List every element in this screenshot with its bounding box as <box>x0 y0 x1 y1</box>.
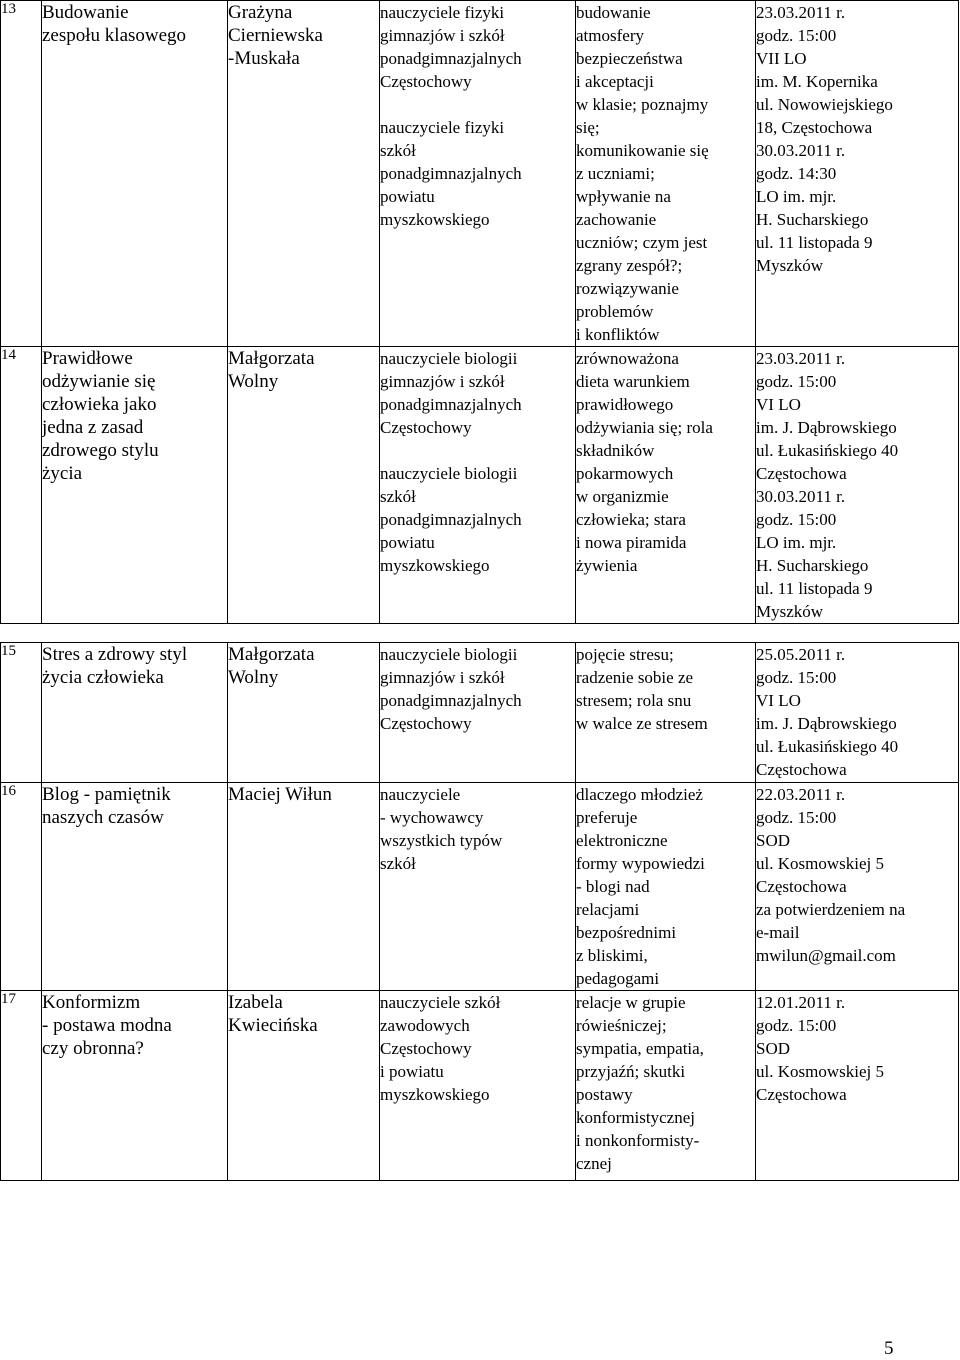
author-line: Izabela <box>228 992 283 1013</box>
topic-line: życia człowieka <box>42 667 164 688</box>
author-cell <box>228 347 380 624</box>
schedule-line: godz. 15:00 <box>756 668 837 687</box>
schedule-table-top <box>0 0 959 624</box>
schedule-line: H. Sucharskiego <box>756 556 869 575</box>
topic-line: naszych czasów <box>42 807 164 828</box>
audience-group <box>380 1 575 93</box>
audience-cell <box>380 783 576 991</box>
content-line: zachowanie <box>576 210 657 229</box>
author-line: -Muskała <box>228 48 300 69</box>
audience-line: ponadgimnazjalnych <box>380 510 522 529</box>
content-line: formy wypowiedzi <box>576 854 705 873</box>
topic-line: Blog - pamiętnik <box>42 784 171 805</box>
schedule-line: H. Sucharskiego <box>756 210 869 229</box>
schedule-table-bottom <box>0 642 959 1181</box>
audience-line: wszystkich typów <box>380 831 503 850</box>
content-line: wpływanie na <box>576 187 671 206</box>
audience-line: Częstochowy <box>380 418 472 437</box>
table-row <box>1 347 959 624</box>
group-spacer <box>380 93 575 116</box>
audience-group <box>380 783 575 875</box>
schedule-line: 12.01.2011 r. <box>756 993 846 1012</box>
audience-line: ponadgimnazjalnych <box>380 691 522 710</box>
schedule-line: SOD <box>756 1039 791 1058</box>
author-cell <box>228 643 380 783</box>
topic-line: Stres a zdrowy styl <box>42 644 188 665</box>
topic-line: Konformizm <box>42 992 141 1013</box>
page-number: 5 <box>884 1338 894 1359</box>
row-number: 14 <box>1 347 42 624</box>
audience-line: powiatu <box>380 187 435 206</box>
topic-cell <box>42 783 228 991</box>
author-line: Kwiecińska <box>228 1015 318 1036</box>
schedule-line: Częstochowa <box>756 464 847 483</box>
content-line: - blogi nad <box>576 877 650 896</box>
topic-line: jedna z zasad <box>42 417 144 438</box>
content-line: się; <box>576 118 600 137</box>
content-line: pojęcie stresu; <box>576 645 674 664</box>
content-line: uczniów; czym jest <box>576 233 708 252</box>
content-line: i nonkonformisty- <box>576 1131 700 1150</box>
schedule-line: godz. 14:30 <box>756 164 837 183</box>
content-line: rozwiązywanie <box>576 279 679 298</box>
audience-line: gimnazjów i szkół <box>380 26 505 45</box>
audience-group <box>380 991 575 1106</box>
schedule-line: LO im. mjr. <box>756 533 837 552</box>
schedule-line: 30.03.2011 r. <box>756 487 846 506</box>
content-cell <box>576 991 756 1181</box>
schedule-line: LO im. mjr. <box>756 187 837 206</box>
content-line: w walce ze stresem <box>576 714 708 733</box>
schedule-line: im. M. Kopernika <box>756 72 878 91</box>
content-line: z uczniami; <box>576 164 655 183</box>
author-cell <box>228 783 380 991</box>
content-cell <box>576 783 756 991</box>
audience-group <box>380 347 575 439</box>
audience-line: Częstochowy <box>380 72 472 91</box>
audience-line: nauczyciele biologii <box>380 645 518 664</box>
schedule-line: 22.03.2011 r. <box>756 785 846 804</box>
schedule-line: Częstochowa <box>756 1085 847 1104</box>
schedule-line: Myszków <box>756 602 824 621</box>
schedule-line: 23.03.2011 r. <box>756 349 846 368</box>
schedule-cell <box>756 991 959 1181</box>
audience-line: gimnazjów i szkół <box>380 668 505 687</box>
audience-group <box>380 462 575 577</box>
schedule-line: ul. 11 listopada 9 <box>756 579 873 598</box>
topic-line: Budowanie <box>42 2 129 23</box>
content-line: preferuje <box>576 808 638 827</box>
content-line: komunikowanie się <box>576 141 709 160</box>
content-line: składników <box>576 441 655 460</box>
topic-cell <box>42 347 228 624</box>
audience-line: szkół <box>380 141 416 160</box>
content-line: stresem; rola snu <box>576 691 692 710</box>
audience-line: ponadgimnazjalnych <box>380 49 522 68</box>
content-line: relacje w grupie <box>576 993 686 1012</box>
schedule-line: VI LO <box>756 395 801 414</box>
content-line: bezpieczeństwa <box>576 49 683 68</box>
schedule-line: 30.03.2011 r. <box>756 141 846 160</box>
schedule-line: Częstochowa <box>756 877 847 896</box>
author-line: Cierniewska <box>228 25 323 46</box>
topic-line: człowieka jako <box>42 394 157 415</box>
schedule-line: godz. 15:00 <box>756 510 837 529</box>
audience-line: myszkowskiego <box>380 210 490 229</box>
schedule-line: godz. 15:00 <box>756 1016 837 1035</box>
content-line: pedagogami <box>576 969 660 988</box>
content-line: dlaczego młodzież <box>576 785 703 804</box>
author-line: Wolny <box>228 667 279 688</box>
schedule-line: za potwierdzeniem na <box>756 900 906 919</box>
audience-line: Częstochowy <box>380 1039 472 1058</box>
schedule-line: im. J. Dąbrowskiego <box>756 714 897 733</box>
content-line: prawidłowego <box>576 395 674 414</box>
schedule-line: ul. Kosmowskiej 5 <box>756 854 884 873</box>
schedule-line: mwilun@gmail.com <box>756 946 896 965</box>
author-line: Maciej Wiłun <box>228 784 332 805</box>
content-line: radzenie sobie ze <box>576 668 694 687</box>
topic-line: zespołu klasowego <box>42 25 187 46</box>
schedule-line: VII LO <box>756 49 807 68</box>
schedule-line: godz. 15:00 <box>756 372 837 391</box>
topic-line: zdrowego stylu <box>42 440 159 461</box>
content-line: i akceptacji <box>576 72 654 91</box>
audience-line: zawodowych <box>380 1016 470 1035</box>
audience-line: - wychowawcy <box>380 808 484 827</box>
content-line: w organizmie <box>576 487 669 506</box>
schedule-line: ul. Nowowiejskiego <box>756 95 893 114</box>
content-line: cznej <box>576 1154 612 1173</box>
audience-line: nauczyciele fizyki <box>380 118 505 137</box>
audience-line: szkół <box>380 854 416 873</box>
content-line: elektroniczne <box>576 831 668 850</box>
content-line: z bliskimi, <box>576 946 648 965</box>
author-cell <box>228 1 380 347</box>
audience-line: myszkowskiego <box>380 1085 490 1104</box>
content-line: zgrany zespół?; <box>576 256 683 275</box>
audience-group <box>380 116 575 231</box>
content-line: postawy <box>576 1085 633 1104</box>
audience-line: i powiatu <box>380 1062 444 1081</box>
audience-line: nauczyciele <box>380 785 461 804</box>
schedule-line: 25.05.2011 r. <box>756 645 846 664</box>
topic-cell <box>42 643 228 783</box>
content-cell <box>576 1 756 347</box>
content-line: relacjami <box>576 900 640 919</box>
content-line: sympatia, empatia, <box>576 1039 704 1058</box>
audience-cell <box>380 347 576 624</box>
schedule-line: 18, Częstochowa <box>756 118 873 137</box>
schedule-cell <box>756 643 959 783</box>
audience-line: nauczyciele fizyki <box>380 3 505 22</box>
schedule-line: Częstochowa <box>756 760 847 779</box>
audience-line: gimnazjów i szkół <box>380 372 505 391</box>
schedule-cell <box>756 1 959 347</box>
topic-line: odżywianie się <box>42 371 156 392</box>
audience-line: myszkowskiego <box>380 556 490 575</box>
row-number: 15 <box>1 643 42 783</box>
schedule-line: godz. 15:00 <box>756 26 837 45</box>
content-line: dieta warunkiem <box>576 372 690 391</box>
table-row <box>1 783 959 991</box>
row-number: 17 <box>1 991 42 1181</box>
row-number: 16 <box>1 783 42 991</box>
author-line: Wolny <box>228 371 279 392</box>
table-row <box>1 991 959 1181</box>
audience-line: Częstochowy <box>380 714 472 733</box>
schedule-line: ul. 11 listopada 9 <box>756 233 873 252</box>
topic-line: życia <box>42 463 83 484</box>
audience-line: powiatu <box>380 533 435 552</box>
content-line: problemów <box>576 302 654 321</box>
audience-line: ponadgimnazjalnych <box>380 395 522 414</box>
row-number: 13 <box>1 1 42 347</box>
audience-line: ponadgimnazjalnych <box>380 164 522 183</box>
author-line: Grażyna <box>228 2 293 23</box>
audience-cell <box>380 1 576 347</box>
audience-cell <box>380 643 576 783</box>
content-line: bezpośrednimi <box>576 923 677 942</box>
schedule-line: SOD <box>756 831 791 850</box>
content-line: pokarmowych <box>576 464 674 483</box>
schedule-line: ul. Łukasińskiego 40 <box>756 737 899 756</box>
schedule-cell <box>756 347 959 624</box>
audience-line: szkół <box>380 487 416 506</box>
content-line: przyjaźń; skutki <box>576 1062 686 1081</box>
topic-cell <box>42 991 228 1181</box>
topic-line: Prawidłowe <box>42 348 133 369</box>
author-line: Małgorzata <box>228 644 315 665</box>
table-row <box>1 643 959 783</box>
content-line: i nowa piramida <box>576 533 687 552</box>
schedule-line: godz. 15:00 <box>756 808 837 827</box>
audience-line: nauczyciele biologii <box>380 349 518 368</box>
audience-group <box>380 643 575 735</box>
content-line: zrównoważona <box>576 349 679 368</box>
content-line: atmosfery <box>576 26 644 45</box>
content-line: budowanie <box>576 3 651 22</box>
schedule-line: Myszków <box>756 256 824 275</box>
content-line: żywienia <box>576 556 638 575</box>
content-cell <box>576 347 756 624</box>
content-line: konformistycznej <box>576 1108 695 1127</box>
topic-cell <box>42 1 228 347</box>
author-cell <box>228 991 380 1181</box>
schedule-line: ul. Łukasińskiego 40 <box>756 441 899 460</box>
schedule-line: 23.03.2011 r. <box>756 3 846 22</box>
audience-line: nauczyciele szkół <box>380 993 501 1012</box>
schedule-line: ul. Kosmowskiej 5 <box>756 1062 884 1081</box>
audience-cell <box>380 991 576 1181</box>
author-line: Małgorzata <box>228 348 315 369</box>
content-cell <box>576 643 756 783</box>
schedule-line: VI LO <box>756 691 801 710</box>
table-row <box>1 1 959 347</box>
content-line: w klasie; poznajmy <box>576 95 709 114</box>
schedule-cell <box>756 783 959 991</box>
schedule-line: e-mail <box>756 923 800 942</box>
content-line: odżywiania się; rola <box>576 418 713 437</box>
schedule-line: im. J. Dąbrowskiego <box>756 418 897 437</box>
content-line: i konfliktów <box>576 325 660 344</box>
content-line: człowieka; stara <box>576 510 686 529</box>
content-line: rówieśniczej; <box>576 1016 667 1035</box>
group-spacer <box>380 439 575 462</box>
audience-line: nauczyciele biologii <box>380 464 518 483</box>
topic-line: - postawa modna <box>42 1015 172 1036</box>
topic-line: czy obronna? <box>42 1038 144 1059</box>
